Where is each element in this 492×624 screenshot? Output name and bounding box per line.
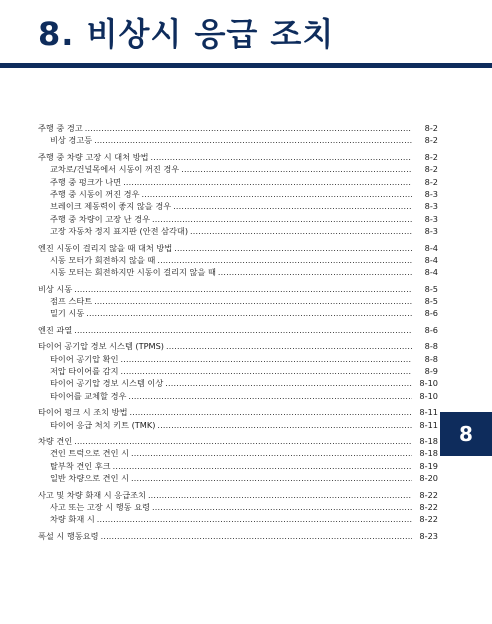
dot-leader [97, 514, 412, 526]
toc-entry-title: 사고 또는 고장 시 행동 요령 [50, 501, 151, 512]
toc-entry-title: 엔진 과열 [38, 324, 73, 335]
dot-leader [165, 378, 412, 390]
toc-section [38, 324, 438, 336]
dot-leader [74, 284, 412, 296]
title-underline-bar [0, 63, 492, 68]
toc-entry-title: 탈부착 견인 후크 [50, 460, 111, 471]
dot-leader [190, 226, 412, 238]
dot-leader [86, 308, 412, 320]
toc-entry-title: 일반 차량으로 견인 시 [50, 473, 129, 484]
toc-page-number: 8-6 [424, 308, 438, 319]
toc-entry-title: 고장 자동차 정지 표지판 (안전 삼각대) [50, 226, 189, 237]
toc-page-number: 8-2 [424, 123, 438, 133]
toc-subentry[interactable] [38, 307, 438, 319]
toc-entry-title: 교차로/건널목에서 시동이 꺼진 경우 [50, 164, 180, 175]
dot-leader [94, 296, 412, 308]
chapter-tab: 8 [440, 412, 492, 456]
toc-subentry[interactable] [38, 188, 438, 200]
toc-entry-title: 사고 및 차량 화재 시 응급조치 [38, 489, 146, 500]
toc-page-number: 8-22 [419, 489, 438, 500]
toc-page-number: 8-5 [424, 296, 438, 307]
toc-entry[interactable] [38, 489, 438, 501]
toc-subentry[interactable] [38, 266, 438, 278]
toc-section [38, 283, 438, 320]
dot-leader [131, 473, 412, 485]
toc-entry-title: 비상 시동 [38, 283, 73, 294]
toc-subentry[interactable] [38, 472, 438, 484]
toc-page-number: 8-2 [424, 176, 438, 187]
toc-entry-title: 주행 중 차량이 고장 난 경우 [50, 213, 151, 224]
toc-subentry[interactable] [38, 176, 438, 188]
dot-leader [181, 164, 412, 176]
toc-page-number: 8-22 [419, 501, 438, 512]
toc-page-number: 8-11 [419, 407, 438, 418]
dot-leader [101, 531, 412, 543]
toc-section [38, 406, 438, 431]
toc-page-number: 8-10 [419, 390, 438, 401]
toc-page-number: 8-3 [424, 201, 438, 212]
toc-entry-title: 저압 타이어를 감지 [50, 366, 119, 377]
dot-leader [157, 420, 412, 432]
toc-section [38, 151, 438, 238]
dot-leader [148, 490, 412, 502]
toc-page-number: 8-5 [424, 283, 438, 294]
toc-subentry[interactable] [38, 377, 438, 389]
toc-entry-title: 주행 중 시동이 꺼진 경우 [50, 188, 140, 199]
toc-entry-title: 타이어를 교체할 경우 [50, 390, 127, 401]
toc-entry-title: 시동 모터는 회전하지만 시동이 걸리지 않을 때 [50, 267, 216, 278]
toc-page-number: 8-19 [419, 460, 438, 471]
toc-subentry[interactable] [38, 225, 438, 237]
toc-entry-title: 견인 트럭으로 견인 시 [50, 448, 129, 459]
toc-subentry[interactable] [38, 200, 438, 212]
toc-entry[interactable] [38, 340, 438, 352]
dot-leader [130, 407, 412, 419]
dot-leader [128, 391, 412, 403]
toc-entry[interactable] [38, 242, 438, 254]
toc-subentry[interactable] [38, 163, 438, 175]
toc-entry[interactable] [38, 324, 438, 336]
page-title: 8. 비상시 응급 조치 [38, 15, 335, 53]
toc-page-number: 8-9 [424, 366, 438, 377]
toc-subentry[interactable] [38, 447, 438, 459]
toc-section [38, 530, 438, 542]
toc-page-number: 8-8 [424, 353, 438, 364]
toc-entry[interactable] [38, 435, 438, 447]
dot-leader [123, 177, 412, 189]
dot-leader [120, 366, 412, 378]
toc-entry-title: 점프 스타트 [50, 296, 93, 307]
dot-leader [166, 341, 412, 353]
toc-entry-title: 차량 화재 시 [50, 514, 95, 525]
dot-leader [173, 201, 412, 213]
toc-entry[interactable] [38, 283, 438, 295]
dot-leader [218, 267, 412, 279]
dot-leader [142, 189, 412, 201]
toc-page-number: 8-3 [424, 226, 438, 237]
toc-entry[interactable] [38, 530, 438, 542]
table-of-contents [38, 122, 438, 546]
toc-subentry[interactable] [38, 134, 438, 146]
toc-page-number: 8-4 [424, 254, 438, 265]
toc-subentry[interactable] [38, 501, 438, 513]
toc-entry-title: 엔진 시동이 걸리지 않을 때 대처 방법 [38, 242, 173, 253]
toc-page-number: 8-22 [419, 514, 438, 525]
toc-subentry[interactable] [38, 295, 438, 307]
toc-entry-title: 주행 중 차량 고장 시 대처 방법 [38, 151, 149, 162]
toc-subentry[interactable] [38, 513, 438, 525]
dot-leader [120, 354, 412, 366]
toc-page-number: 8-11 [419, 419, 438, 430]
toc-entry[interactable] [38, 151, 438, 163]
toc-page-number: 8-23 [419, 530, 438, 541]
toc-entry-title: 브레이크 제동력이 좋지 않을 경우 [50, 201, 172, 212]
toc-entry-title: 타이어 공기압 확인 [50, 353, 119, 364]
toc-page-number: 8-6 [424, 324, 438, 335]
toc-subentry[interactable] [38, 254, 438, 266]
toc-entry[interactable] [38, 406, 438, 418]
toc-entry-title: 타이어 공기압 경보 시스템 이상 [50, 378, 164, 389]
toc-page-number: 8-3 [424, 188, 438, 199]
toc-subentry[interactable] [38, 365, 438, 377]
toc-entry-title: 차량 견인 [38, 435, 73, 446]
toc-entry-title: 타이어 응급 처치 키트 (TMK) [50, 419, 156, 430]
toc-entry-title: 시동 모터가 회전하지 않을 때 [50, 254, 156, 265]
toc-page-number: 8-4 [424, 267, 438, 278]
toc-section [38, 489, 438, 526]
toc-entry[interactable] [38, 122, 438, 134]
toc-section [38, 435, 438, 485]
dot-leader [94, 135, 412, 147]
toc-entry-title: 타이어 공기압 경보 시스템 (TPMS) [38, 341, 164, 352]
toc-entry-title: 주행 중 경고 [38, 123, 83, 133]
dot-leader [152, 214, 412, 226]
toc-page-number: 8-18 [419, 448, 438, 459]
toc-page-number: 8-2 [424, 164, 438, 175]
toc-subentry[interactable] [38, 419, 438, 431]
toc-entry-title: 타이어 펑크 시 조치 방법 [38, 407, 128, 418]
toc-subentry[interactable] [38, 460, 438, 472]
toc-page-number: 8-4 [424, 242, 438, 253]
dot-leader [174, 243, 412, 255]
toc-entry-title: 폭설 시 행동요령 [38, 530, 99, 541]
toc-page-number: 8-2 [424, 151, 438, 162]
toc-section [38, 122, 438, 147]
toc-subentry[interactable] [38, 353, 438, 365]
toc-subentry[interactable] [38, 213, 438, 225]
toc-page-number: 8-2 [424, 135, 438, 146]
toc-page-number: 8-3 [424, 213, 438, 224]
toc-entry-title: 주행 중 펑크가 나면 [50, 176, 122, 187]
dot-leader [131, 448, 412, 460]
toc-page-number: 8-8 [424, 341, 438, 352]
toc-section [38, 340, 438, 402]
toc-section [38, 242, 438, 279]
toc-entry-title: 밀기 시동 [50, 308, 85, 319]
toc-page-number: 8-10 [419, 378, 438, 389]
dot-leader [151, 152, 412, 164]
dot-leader [113, 461, 412, 473]
toc-subentry[interactable] [38, 390, 438, 402]
dot-leader [152, 502, 412, 514]
toc-page-number: 8-18 [419, 435, 438, 446]
toc-entry-title: 비상 경고등 [50, 135, 93, 146]
toc-page-number: 8-20 [419, 473, 438, 484]
dot-leader [85, 123, 412, 135]
dot-leader [74, 325, 412, 337]
